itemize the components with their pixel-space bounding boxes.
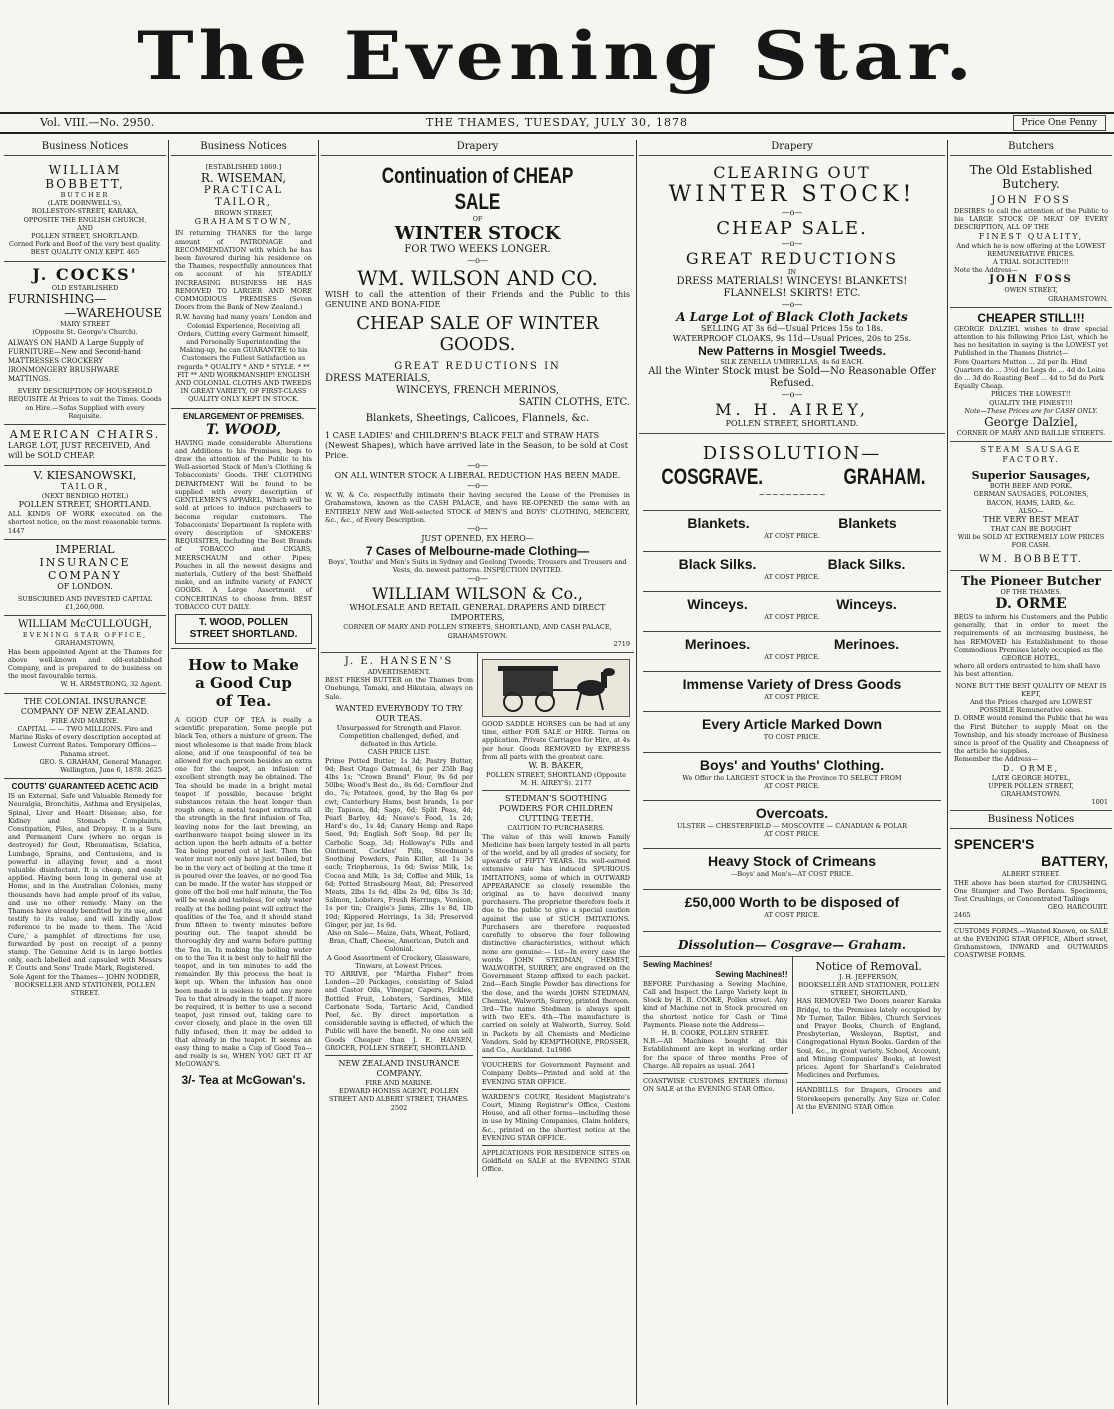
- ad-line: CORNER OF MARY AND POLLEN STREETS, SHORTLAND, AND CASH PALACE, GRAHAMSTOWN.: [343, 623, 612, 640]
- ad-heading: COUTTS' GUARANTEED ACETIC ACID: [11, 782, 159, 792]
- ad-line: a Good Cup: [195, 673, 292, 692]
- cost-label: AT COST PRICE.: [764, 612, 820, 621]
- ad-line: VOUCHERS for Government Payment and Company Debts—Printed and sold at the EVENING STAR OFFICE.: [482, 1057, 630, 1086]
- ad-heading: J. E. HANSEN'S: [344, 656, 454, 668]
- ad-line: ON ALL WINTER STOCK A LIBERAL REDUCTION HAS BEEN MADE.: [334, 471, 621, 481]
- ad-line: W. W. & Co. respectfully intimate their having secured the Lease of the Premises in Grahamstown, known as the CASH PALACE, and have RE-OPENED the same with an ENTIRELY NEW and Well-selected STOCK of MEN'S and BOYS' CLOTHING, MERCERY, &c., &c., of Every Description.: [325, 491, 630, 524]
- column-3: [321, 140, 634, 1405]
- ad-kiesanowski: [4, 466, 166, 540]
- ad-footer: R.W. having had many years' London and Colonial Experience, Receiving all Orders, Cutting every Garment himself, and Personally Superintending the Making-up, he can GUARANTEE to his Customers the Fullest Satisfaction as regards * QUALITY * AND * STYLE. * ** FIT ** AND WORKMANSHIP! ENGLISH AND COLONIAL CLOTHS AND TWEEDS IN GREAT VARIETY, OF FIRST-CLASS QUALITY ONLY KEPT IN STOCK.: [175, 313, 312, 404]
- ad-line: D. ORME,: [1002, 763, 1060, 773]
- item-label: Every Article Marked Down: [643, 711, 941, 733]
- ad-foss: [950, 160, 1112, 308]
- ad-line: And the Prices charged are LOWEST POSSIBLE Remunerative ones.: [969, 697, 1093, 715]
- ad-line: BEST FRESH BUTTER on the Thames from Onehunga, Tamaki, and Hikutaia, always on Sale.: [325, 676, 473, 701]
- item-label: Heavy Stock of Crimeans: [643, 848, 941, 870]
- ad-line: AND: [77, 223, 93, 232]
- ad-line: WINCEYS, FRENCH MERINOS,: [395, 385, 560, 397]
- ad-line: THAT CAN BE BOUGHT: [990, 525, 1072, 534]
- ad-line: SELLING AT 3s 6d—Usual Prices 15s to 18s.: [701, 324, 883, 334]
- ad-line: PRICES THE LOWEST!!: [991, 390, 1071, 399]
- ad-line: New Patterns in Mosgiel Tweeds.: [698, 344, 886, 359]
- ad-line: TO ARRIVE, per "Martha Fisher" from London—20 Packages, consisting of Salad and Castor Oils, Vinegar, Capers, Pickles, Bottled Fruit, Lobsters, Sardines, Mild Carbonate Soda, Tartaric Acid, Candied Peel, &c. By direct importation a considerable saving is effected, of which the Public will have the benefit. No one can sell Goods Cheaper than J. E. HANSEN, GROCER, POLLEN STREET, SHORTLAND.: [325, 969, 473, 1052]
- ad-line: And which he is now offering at the LOWEST REMUNERATIVE PRICES.: [956, 241, 1106, 258]
- section-header: Drapery: [639, 140, 945, 156]
- ad-heading: W. B. BAKER,: [528, 761, 584, 771]
- ornament: —o—: [467, 461, 488, 471]
- cost-label: AT COST PRICE.: [764, 572, 820, 581]
- column-5: [950, 140, 1112, 1405]
- ad-footer: BEST QUALITY ONLY KEPT. 465: [30, 248, 140, 257]
- ad-line: where all orders entrusted to him shall have his best attention.: [954, 662, 1101, 679]
- ad-colonial-insurance: [4, 694, 166, 779]
- ad-line: A TRIAL SOLICITED!!!: [993, 258, 1069, 267]
- ad-line: MARY STREET: [60, 319, 110, 328]
- ad-line: OWEN STREET,: [1004, 286, 1058, 295]
- ad-line: [ESTABLISHED 1869.]: [205, 163, 282, 171]
- ad-line: Also on Sale— Maize, Oats, Wheat, Pollard, Bran, Chaff, Cheese, American, Dutch and Colonial.: [327, 928, 471, 954]
- ad-line: WHOLESALE AND RETAIL GENERAL DRAPERS AND DIRECT IMPORTERS,: [349, 603, 606, 623]
- ad-line: GRAHAMSTOWN,: [194, 217, 293, 227]
- ornament: —o—: [467, 574, 488, 584]
- ad-body: Has been appointed Agent at the Thames for above well-known and old-established Company, and is prepared to do business on the most favourable terms.: [8, 647, 162, 681]
- ad-line: JOHN FOSS: [991, 195, 1071, 206]
- ad-line: DRESS MATERIALS,: [325, 373, 431, 385]
- section-header: Business Notices: [4, 140, 166, 156]
- ad-line: J. H. JEFFERSON,: [839, 972, 899, 981]
- ad-line: OF THE THAMES.: [1000, 587, 1062, 596]
- ad-line: Boys', Youths' and Men's Suits in Sydney and Geelong Tweeds; Trousers and Trousers and Vests, do. newest patterns. INSPECTION INVITED.: [328, 558, 627, 575]
- ornament: —o—: [467, 481, 488, 491]
- ad-line: SATIN CLOTHS, ETC.: [518, 397, 630, 409]
- ornament: —o—: [781, 239, 803, 248]
- ad-line: 1 CASE LADIES' and CHILDREN'S BLACK FELT and STRAW HATS (Newest Shapes), which have arrived late in the Season, to be sold at Cost Price.: [325, 431, 628, 461]
- ad-line: We Offer the LARGEST STOCK in the Province TO SELECT FROM: [682, 773, 902, 782]
- ad-line: APPLICATIONS FOR RESIDENCE SITES on Goldfield on SALE at the EVENING STAR Office.: [482, 1145, 630, 1174]
- partner-name: COSGRAVE.: [661, 464, 764, 490]
- ad-line: George Dalziel,: [984, 415, 1078, 430]
- item-label: Merinoes.: [833, 636, 900, 653]
- ad-footer: Dissolution— Cosgrave— Graham.: [643, 931, 941, 952]
- ad-line: (Opposite St. George's Church).: [32, 328, 138, 337]
- ad-line: JUST OPENED, EX HERO—: [421, 534, 534, 544]
- horse-carriage-icon: [483, 660, 628, 716]
- ad-line: DESIRES to call the attention of the Public to his LARGE STOCK OF MEAT OF EVERY DESCRIPTION, ALL OF THE: [954, 207, 1108, 232]
- ad-line: Remember the Address—: [954, 755, 1038, 764]
- section-header: Business Notices: [171, 140, 316, 156]
- ad-line: IN: [787, 268, 797, 276]
- ad-line: GREAT REDUCTIONS IN: [394, 361, 561, 373]
- ad-heading: WILLIAM McCULLOUGH,: [18, 619, 152, 631]
- ad-line: BEGS to inform his Customers and the Public generally, that in order to meet the requirements of an increasing business, he has REMOVED his Establishment to those Commodious Premises lately occupied as the: [954, 612, 1108, 654]
- ad-line: HANDBILLS for Drapers, Grocers and Storekeepers generally. Any Size or Color. At the EVENING STAR Office: [797, 1082, 942, 1111]
- ad-line: BUTCHER: [60, 191, 110, 199]
- ad-line: D. ORME would remind the Public that he was the First Butcher to supply Meat on the Township, and his steady increase of Business since is proof of the Quality and Cheapness of the article he supplies.: [954, 714, 1108, 756]
- ad-footer: CUSTOMS FORMS.—Wanted Known, on SALE at the EVENING STAR OFFICE, Albert street, Grahamstown, INWARD and OUTWARDS COASTWISE FORMS.: [954, 923, 1108, 960]
- ad-line: BATTERY,: [1041, 853, 1108, 870]
- ad-line: GRAHAMSTOWN.: [1001, 789, 1061, 798]
- ad-line: GEO. HARCOURT.: [1047, 903, 1108, 912]
- ad-cooke-sewing: [639, 957, 793, 1114]
- cost-label: AT COST PRICE.: [764, 653, 820, 662]
- ad-line: The value of this well known Family Medicine has been largely tested in all parts of the world, and by all grades of society, for upwards of FIFTY YEARS. Its well-earned extensive sale has induced SPURIOUS IMITATIONS, some of which in OUTWARD APPEARANCE so closely resemble the original as to have deceived many purchasers. The proprietor therefore feels it due to the public to give a special caution against the use of SUCH IMITATIONS. Purchasers are therefore requested carefully to observe the four following distinctive characteristics, without which none are genuine:— 1st—In every case the words JOHN STEDMAN, CHEMIST, WALWORTH, SURREY, are engraved on the Government Stamp affixed to each packet. 2nd—Each Single Powder has directions for the dose, and the words JOHN STEDMAN, Chemist, Walworth, Surrey, printed thereon. 3rd—The name Stedman is always spelt with two EE's. 4th—The manufacture is carried on solely at Walworth, Surrey. Sold in Packets by all Chemists and Medicine Vendors. Sold by KEMPTHORNE, PROSSER, and Co., Auckland. 1u1986: [482, 832, 630, 1054]
- ad-line: POLLEN STREET, SHORTLAND.: [18, 500, 152, 510]
- item-label: Overcoats.: [643, 800, 941, 822]
- ad-line: GOOD SADDLE HORSES can be had at any time, either FOR SALE or HIRE. Terms on application. Private Carriages for Hire, at 4s per hour. Goods REMOVED by EXPRESS from all parts with the greatest care.: [482, 720, 630, 761]
- ad-bobbett-sausages: [950, 442, 1112, 570]
- ad-line: POLLEN STREET, SHORTLAND.: [31, 232, 139, 241]
- ad-mccullough: [4, 616, 166, 693]
- ornament: ~~~~~~~~~~: [758, 490, 826, 500]
- ad-line: FOR TWO WEEKS LONGER.: [404, 244, 551, 256]
- item-label: Winceys.: [687, 595, 748, 612]
- ad-wilson-cheap-sale: [321, 160, 634, 653]
- ad-line: FINEST QUALITY,: [978, 231, 1084, 241]
- ad-line: CAUTION TO PURCHASERS.: [507, 824, 605, 833]
- ad-footer: CORNER OF MARY AND BAILLIE STREETS.: [956, 429, 1106, 438]
- ad-spencers-battery: [950, 833, 1112, 963]
- ad-line: NONE BUT THE BEST QUALITY OF MEAT IS KEPT,: [955, 681, 1107, 698]
- ad-line: ALSO—: [1018, 506, 1044, 515]
- ad-line: WINTER STOCK!: [668, 182, 916, 207]
- ad-line: Prime Potted Butter, 1s 3d; Pastry Butter, 9d; Best Otago Oatmeal, 6s per 25lb Bag 4lbs 1s; "Crown Brand" Flour, 9s 6d per 50lbs; Wood's Best do., 8s 6d; Cornflour 2nd do., 7s; Potatoes, good, by the Bag 6s per cwt; Canterbury Hams, best brands, 1s per lb; Tapioca, 8d; Sago, 6d; Split Peas, 4d; Pearl Barley, 4d; Neave's Food, 1s 2d; Hard's do., 1s 4d; Canary Hemp and Rape Seed, 9d; English Soft Soap, 8d per lb; Carbolic Soap, 3d; Holloway's Pills and Ointment, Cockles' Pills, Steedman's Soothing Powders, Pain Killer, all 1s 3d each; Triopherous, 1s 6d; Swiss Milk, 1s; Cocoa and Milk, 1s 3d; Coffee and Milk, 1s 6d; Potted Strasbourg Meat, 8d; Preserved Meats, 2lbs 1s 6d, 4lbs 2s 9d, 6lbs 3s 3d; Salmon, Lobsters, Fresh Herrings, Venison, 1s per tin; Craigie's Jams, 2lbs 1s 8d, 1lb 10d; Kippered Herrings, 1s 3d; Preserved Ginger, per jar, 1s 6d.: [325, 756, 473, 929]
- ad-line: Superior Sausages,: [971, 469, 1091, 483]
- ad-body: CAPITAL — — TWO MILLIONS. Fire and Marine Risks of every description accepted at Lowest Current Rates. Temporary Offices—Panama street.: [9, 724, 161, 758]
- ad-footer: T. WOOD, POLLEN STREET SHORTLAND.: [175, 614, 312, 644]
- ad-footer: Sole Agent for the Thames— JOHN NODDER, BOOKSELLER AND STATIONER, POLLEN STREET.: [9, 972, 161, 997]
- ad-body: HAVING made considerable Alterations and Additions to his Premises, begs to draw the attention of the Public to his Well-assorted Stock of Men's Clothing & Tobacconists' Goods. THE CLOTHING DEPARTMENT Will be found to be supplied with every description of GENTLEMEN'S APPAREL, Which will be sold at prices to induce purchasers to become regular customers. The Tobacconists' Department Is replete with every description of SMOKERS' REQUISITES, Including the Best Brands of TOBACCO and CIGARS, MEERSCHAUM and other Pipes; Pouches in all the newest designs and materials, Cutlery of the best Sheffield make, and an infinite variety of FANCY GOODS. A Large Assortment of CONCERTINAS to choose from. BEST TOBACCO CUT DAILY.: [175, 438, 312, 611]
- ad-line: GEORGE HOTEL,: [1001, 653, 1061, 662]
- ad-line: All the Winter Stock must be Sold—No Reasonable Offer Refused.: [648, 366, 936, 390]
- ad-line: FURNISHING—: [8, 291, 107, 306]
- ad-line: WARDEN'S COURT, Resident Magistrate's Court, Mining Registrar's Office, Custom House, and all other forms—including those in use by Mining Companies, Claim holders, &c., printed on the shortest notice at the EVENING STAR OFFICE.: [482, 1089, 630, 1142]
- cost-label: AT COST PRICE.: [764, 532, 820, 541]
- ad-line: JOHN FOSS: [989, 274, 1073, 286]
- ad-heading: SPENCER'S: [954, 836, 1035, 853]
- ad-line: FLANNELS! SKIRTS! ETC.: [723, 288, 861, 300]
- item-label: Merinoes.: [684, 636, 751, 653]
- ad-line: WILLIAM WILSON & Co.,: [371, 584, 583, 604]
- column-4: [639, 140, 945, 1405]
- ornament: —o—: [781, 208, 803, 217]
- ad-heading: AMERICAN CHAIRS.: [9, 428, 161, 442]
- volume-number: Vol. VIII.—No. 2950.: [40, 116, 155, 129]
- ad-line: WISH to call the attention of their Friends and the Public to this GENUINE AND BONA-FIDE: [325, 290, 630, 310]
- ad-body: Corned Pork and Beef of the very best quality.: [9, 240, 161, 249]
- ad-line: UPPER POLLEN STREET,: [988, 781, 1074, 790]
- ad-line: (LATE DOBNWELL'S),: [47, 199, 123, 208]
- ad-heading: How to Make: [188, 655, 299, 674]
- ad-line: NEW ZEALAND INSURANCE COMPANY.: [325, 1055, 473, 1079]
- ad-line: PRACTICAL TAILOR,: [203, 185, 284, 209]
- col4-lower-split: [639, 957, 945, 1114]
- column-1: [4, 140, 166, 1405]
- ad-orme: [950, 571, 1112, 812]
- cost-label: AT COST PRICE.: [764, 693, 820, 702]
- ad-line: OLD ESTABLISHED: [51, 283, 119, 292]
- ad-line: A Large Lot of Black Cloth Jackets: [676, 310, 908, 325]
- ad-line: 2465: [954, 911, 971, 920]
- ad-line: CHEAP SALE OF WINTER GOODS.: [356, 313, 599, 356]
- ad-heading: The Pioneer Butcher: [961, 573, 1101, 588]
- ad-heading: R. WISEMAN,: [200, 171, 287, 186]
- ad-line: —Boys' and Men's—AT COST PRICE.: [730, 870, 854, 879]
- ad-line: H. B. COOKE, POLLEN STREET.: [661, 1029, 770, 1038]
- ad-heading: THE COLONIAL INSURANCE COMPANY OF NEW ZEALAND.: [20, 696, 150, 716]
- ad-footer: EVERY DESCRIPTION OF HOUSEHOLD REQUISITE At Prices to suit the Times. Goods on Hire.—Sofas Supplied with every Requisite.: [8, 387, 162, 420]
- ad-heading: ENLARGEMENT OF PREMISES.: [183, 411, 304, 421]
- ad-line: OPPOSITE THE ENGLISH CHURCH,: [23, 215, 147, 224]
- ad-coutts-acid: [4, 779, 166, 1001]
- ad-line: of Tea.: [215, 691, 272, 710]
- ad-heading: IMPERIAL: [55, 542, 115, 556]
- ad-bobbett: [4, 160, 166, 262]
- ad-dalziel: [950, 308, 1112, 442]
- ad-body: ALWAYS ON HAND A Large Supply of FURNITURE—New and Second-hand MATTRESSES CROCKERY IRONMONGERY BRUSHWARE MATTINGS.: [8, 339, 144, 384]
- column-2: [171, 140, 316, 1405]
- ad-line: Note the Address—: [954, 266, 1018, 275]
- ad-heading: STEAM SAUSAGE FACTORY.: [980, 445, 1082, 465]
- horse-carriage-image: [482, 659, 630, 717]
- ad-heading: J. COCKS': [32, 264, 138, 284]
- ad-line: SILK ZENELLA UMBRELLAS, 4s 6d EACH.: [720, 358, 864, 367]
- ad-footer: W. H. ARMSTRONG, 32 Agent.: [60, 680, 162, 689]
- cost-label: TO COST PRICE.: [763, 733, 821, 742]
- ad-heading: Sewing Machines!: [643, 959, 713, 969]
- ad-line: WATERPROOF CLOAKS, 9s 11d—Usual Prices, 20s to 25s.: [672, 334, 912, 344]
- ad-line: 7 Cases of Melbourne-made Clothing—: [365, 544, 590, 559]
- ad-line: A Good Assortment of Crockery, Glassware, Tinware, at Lowest Prices.: [326, 953, 471, 970]
- ad-line: BEFORE Purchasing a Sewing Machine, Call and Inspect the Large Variety kept in Stock by H. B. COOKE, Pollen street. Any kind of Machine not in Stock procured on the shortest notice for Cash or Time Payments. Please note the Address—: [643, 979, 788, 1029]
- col3-lower-split: [321, 653, 634, 1177]
- ad-line: Unsurpassed for Strength and Flavor. Competition challenged, defied, and defeated in this Article.: [336, 723, 462, 749]
- ad-body: A GOOD CUP OF TEA is really a scientific preparation. Some people put black Tea, others a mixture of green. The most wholesome is that made from black alone, and if one teaspoonful of tea be allowed for each person besides an extra one for the teapot, an infusion of excellent strength may be obtained. The Tea should be made in a bright metal teapot if possible, because bright substances retain the heat longer than rough ones; a metal teapot extracts all the strength in the first infusion of Tea, leaving none for the last brewing, an earthenware teapot being slower in its action upon the herb admits of a better Tea being poured out at last. Then the water must not only have just boiled, but be in the very act of boiling at the time it is poured over the leaves, or no good Tea can be made. If the water has stopped or gone off the boil one half minute, the Tea will be weak and tasteless, for only water really at the boiling point will extract the qualities of the Tea, and it should stand from fifteen to twenty minutes before pouring out. The teapot should be thoroughly dry and warm before putting the Tea in. In making the boiling water on to the Tea it is best only to half fill the teapot, and in ten minutes to add the remainder. By this process the heat is kept up. When the infusion has once been made it is useless to add any more Tea to that already in the teapot. If more be required, it is better to use a second teapot, just rinsed out, taking care to cover closely, and place in the oven till fully infused, then it may be added to that already in the teapot. It seems an easy thing to make a Cup of Good Tea—and really is so, WHEN YOU GET IT AT McGOWAN'S.: [175, 715, 312, 1069]
- ad-line: OF: [472, 215, 483, 223]
- ad-body: IN returning THANKS for the large amount of PATRONAGE and RECOMMENDATION with which he has been favoured during his residence on the Thames, respectfully announces that on account of his STEADILY INCREASING BUSINESS HE HAS REMOVED TO LARGER AND MORE COMMODIOUS PREMISES (Seven Doors from the Bank of New Zealand.): [175, 229, 312, 312]
- ad-line: HAS REMOVED Two Doors nearer Karaka Bridge, to the Premises lately occupied by Mr Turner, Tailor. Bibles, Church Services and Prayer Books, Church of England, Presbyterian, Wesleyan, Baptist, and Congregational Hymn Books. Garden of the Soul, &c., in great variety. School, Account, and Mining Companies' Books, at lowest prices. Agent for Sharland's Celebrated Medicines and Perfumes.: [796, 997, 941, 1080]
- item-label: Immense Variety of Dress Goods: [643, 671, 941, 693]
- ad-line: ROLLESTON-STREET, KARAKA,: [31, 207, 139, 216]
- ad-line: BOTH BEEF AND PORK.: [989, 482, 1073, 491]
- ad-line: TAILOR,: [60, 482, 110, 492]
- item-label: Winceys.: [836, 595, 897, 612]
- ad-line: BOOKSELLER AND STATIONER, POLLEN STREET, SHORTLAND,: [798, 981, 940, 998]
- ad-line: QUALITY THE FINEST!!!: [989, 398, 1073, 407]
- ad-line: POLLEN STREET, SHORTLAND (Opposite M. H. AIREY'S). 2177: [485, 771, 627, 788]
- ad-footer: 3/- Tea at McGowan's.: [181, 1072, 306, 1087]
- ad-heading: Notice of Removal.: [815, 959, 922, 973]
- ad-american-chairs: [4, 425, 166, 466]
- ad-line: BROWN STREET,: [214, 209, 273, 218]
- ad-dissolution: [639, 434, 945, 956]
- ad-body: ALL KINDS OF WORK executed on the shortest notice, on the most reasonable terms. 1447: [8, 510, 162, 535]
- place-date: THE THAMES, TUESDAY, JULY 30, 1878: [425, 116, 689, 129]
- ad-line: INSURANCE COMPANY: [39, 555, 131, 582]
- price-label: Price One Penny: [1013, 115, 1106, 131]
- ad-footer: 2719: [613, 639, 630, 648]
- ad-line: GREAT REDUCTIONS: [685, 249, 899, 268]
- ad-line: GERMAN SAUSAGES, POLONIES,: [973, 490, 1089, 499]
- item-label: Black Silks.: [678, 555, 757, 572]
- item-label: Blankets.: [687, 515, 750, 532]
- ad-line: Blankets, Sheetings, Calicoes, Flannels, &c.: [365, 413, 590, 425]
- ad-heading: CLEARING OUT: [713, 163, 871, 182]
- partner-name: GRAHAM.: [843, 464, 926, 490]
- ad-line: THE VERY BEST MEAT: [983, 515, 1079, 525]
- ad-footer: WM. BOBBETT.: [979, 553, 1083, 565]
- ornament: —o—: [781, 300, 803, 310]
- ad-heading: WILLIAM BOBBETT,: [45, 163, 125, 191]
- ad-line: FIRE AND MARINE.: [51, 716, 119, 725]
- ad-footer: GEO. S. GRAHAM, General Manager. Wellington, June 6, 1878. 2625: [39, 757, 162, 774]
- ad-baker: [478, 653, 634, 1177]
- item-label: Blankets: [838, 515, 897, 532]
- ad-heading: Continuation of CHEAP SALE: [381, 163, 574, 214]
- cost-label: AT COST PRICE.: [764, 830, 820, 839]
- ad-line: WINTER STOCK: [394, 223, 561, 245]
- ornament: —o—: [781, 390, 803, 400]
- ad-line: EDWARD HONISS AGENT, POLLEN STREET AND ALBERT STREET, THAMES. 2502: [328, 1087, 470, 1112]
- ad-line: CASH PRICE LIST.: [367, 748, 431, 757]
- ad-line: LATE GEORGE HOTEL,: [991, 773, 1071, 782]
- ad-line: THE above has been started for CRUSHING. One Stamper and Two Berdans. Specimens, Test Crushings, or Concentrated Tailings: [954, 878, 1108, 903]
- ad-line: D. ORME: [995, 595, 1067, 612]
- cost-label: AT COST PRICE.: [764, 910, 820, 919]
- ad-airey-clearing: [639, 160, 945, 434]
- section-header: Business Notices: [950, 813, 1112, 829]
- dateline: [0, 112, 1114, 134]
- ad-line: DRESS MATERIALS! WINCEYS! BLANKETS!: [676, 276, 908, 288]
- ad-footer: POLLEN STREET, SHORTLAND.: [725, 419, 859, 429]
- price-list: Fore Quarters Mutton ... 2d per lb. Hind Quarters do ... 3½d do Legs do ... 4d do Loins do ... 3d do Roasting Beef ... 4d to 5d do Pork Equally Cheap.: [954, 357, 1106, 391]
- ad-line: (NEXT BENDIGO HOTEL): [41, 492, 129, 501]
- ad-heading: The Old Established: [969, 163, 1093, 177]
- ad-t-wood: [171, 409, 316, 649]
- ad-line: ULSTER — CHESTERFIELD — MOSCOVITE — CANADIAN & POLAR: [677, 822, 907, 831]
- section-header: Butchers: [950, 140, 1112, 156]
- ad-body: SUBSCRIBED AND INVESTED CAPITAL £1,260,000.: [17, 594, 153, 612]
- masthead-title: The Evening Star.: [137, 16, 977, 95]
- ad-line: N.B.—All Machines bought at this Establishment are kept in working order for the space of three months Free of Charge. All repairs as usual. 2641: [643, 1037, 788, 1070]
- cost-label: AT COST PRICE.: [764, 781, 820, 790]
- ad-line: Butchery.: [1002, 177, 1060, 191]
- ad-line: COASTWISE CUSTOMS ENTRIES (forms) ON SALE at the EVENING STAR Office.: [643, 1073, 788, 1093]
- ad-line: ADVERTISEMENT.: [367, 668, 431, 677]
- ad-line: CHEAP SALE.: [716, 218, 868, 239]
- ad-footer: GRAHAMSTOWN.: [1048, 294, 1108, 303]
- ad-cocks: [4, 262, 166, 425]
- ad-body: IS an External, Safe and Valuable Remedy for Neuralgia, Bronchitis, Asthma and Erysipelas, Spinal, Liver and Heart Disease; also, for Kidney and Stomach Complaints, Constipation, Piles, and Dropsy. It is a Sure and Permanent Cure (where no organ is destroyed) for Gout, Rheumatism, Sciatica, Lumbago, Sprains, and Contusions, and is powerful in allaying fever, and a most valuable disinfectant. It is cheap, and easily applied. Having been long in general use at Home, and in the Australian Colonies, many thousands have had ample proof of its value, and use no other remedy. Many on the Thames have already benefited by its use, and testify to its value, and will kindly allow reference to be made to them. The 'Acid Cure,' a pamphlet of directions for use, forwarded by post on receipt of a penny stamp. The Genuine Acid is in large bottles only, each labelled and capsuled with Messrs F. Coutts and Sons' Trade Mark, Registered.: [8, 792, 162, 973]
- ornament: —o—: [467, 524, 488, 534]
- ad-line: EVENING STAR OFFICE,: [22, 631, 148, 640]
- ad-line: BACON, HAMS, LARD, &c.: [986, 498, 1076, 507]
- ad-line: GRAHAMSTOWN,: [55, 639, 115, 648]
- ad-line: OF LONDON.: [57, 581, 113, 591]
- ad-line: GEORGE DALZIEL wishes to draw special attention to his following Price List, which he has no hesitation in saying is the LOWEST yet Published in the Thames District—: [954, 324, 1108, 358]
- ad-line: WM. WILSON AND CO.: [357, 266, 598, 291]
- ad-line: FIRE AND MARINE.: [365, 1078, 433, 1087]
- ad-line: WANTED EVERYBODY TO TRY OUR TEAS.: [335, 703, 463, 723]
- ad-heading: CHEAPER STILL!!!: [977, 310, 1085, 325]
- item-label: Black Silks.: [827, 555, 906, 572]
- ad-line: ALBERT STREET.: [1001, 870, 1061, 879]
- ad-wiseman: [171, 160, 316, 409]
- ad-heading: DISSOLUTION—: [702, 443, 882, 465]
- ad-jefferson: [793, 957, 946, 1114]
- section-header: Drapery: [321, 140, 634, 156]
- item-label: £50,000 Worth to be disposed of: [643, 889, 941, 911]
- ad-line: Will be SOLD AT EXTREMELY LOW PRICES FOR CASH.: [957, 533, 1105, 550]
- ad-line: M. H. AIREY,: [715, 400, 869, 420]
- ad-imperial-insurance: [4, 540, 166, 616]
- ad-body: LARGE LOT, JUST RECEIVED, And will be SOLD CHEAP.: [8, 441, 151, 461]
- ad-line: Sewing Machines!!: [715, 969, 788, 979]
- ad-line: T. WOOD,: [206, 421, 281, 438]
- ornament: —o—: [467, 256, 488, 266]
- ad-heading: V. KIESANOWSKI,: [33, 469, 137, 483]
- item-label: Boys' and Youths' Clothing.: [643, 752, 941, 774]
- ad-line: STEDMAN'S SOOTHING POWDERS FOR CHILDREN CUTTING TEETH.: [482, 790, 630, 824]
- ad-footer: 1001: [1091, 798, 1108, 807]
- ad-line: —WAREHOUSE: [64, 305, 162, 320]
- ad-mcgowans-tea: [171, 649, 316, 1091]
- ad-line: Note—These Prices are for CASH ONLY.: [964, 406, 1098, 415]
- ad-hansen: [321, 653, 478, 1177]
